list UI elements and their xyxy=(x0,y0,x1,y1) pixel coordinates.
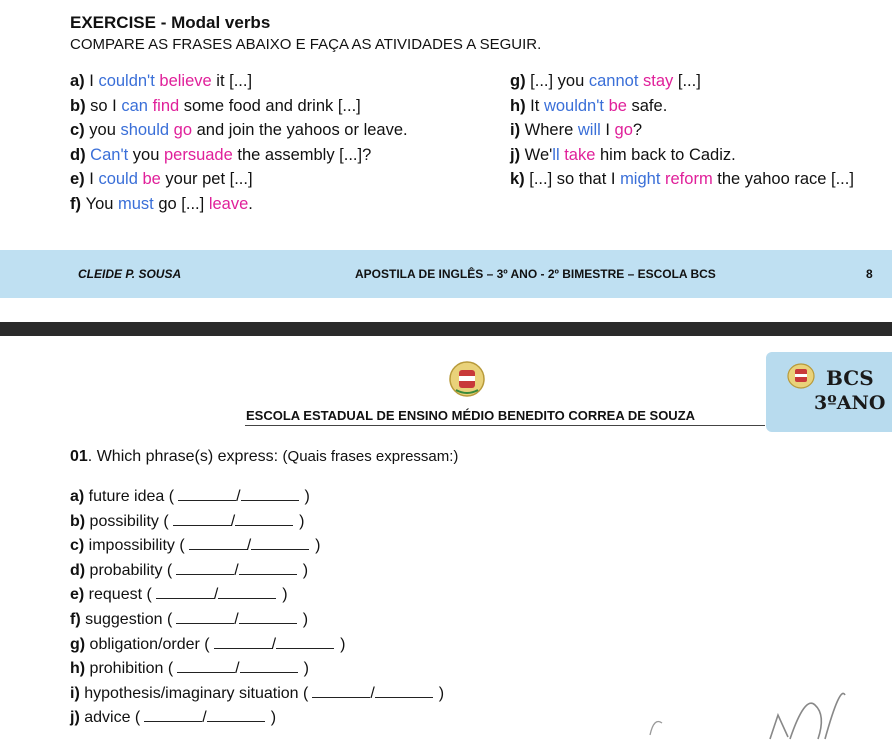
right-sentence xyxy=(510,97,667,116)
left-sentence xyxy=(70,146,371,165)
modal-verb: couldn't xyxy=(98,72,155,90)
school-badge xyxy=(766,352,892,432)
item-label: prohibition ( xyxy=(89,660,174,678)
right-sentence xyxy=(510,121,642,140)
modal-verb: will xyxy=(577,121,601,140)
answer-blank[interactable] xyxy=(312,685,370,698)
blank-separator: / xyxy=(246,537,252,555)
modal-verb: might xyxy=(620,170,661,189)
answer-blank[interactable] xyxy=(251,537,309,550)
answer-blank[interactable] xyxy=(178,488,236,501)
item-label: probability ( xyxy=(89,561,173,579)
answer-blank[interactable] xyxy=(176,562,234,575)
item-label: request ( xyxy=(88,586,152,604)
sentence-text: You xyxy=(85,195,119,213)
answer-blank[interactable] xyxy=(176,611,234,624)
blank-separator: / xyxy=(234,611,239,628)
school-name: ESCOLA ESTADUAL DE ENSINO MÉDIO BENEDITO CORREA DE SOUZA xyxy=(246,408,696,423)
school-crest-icon xyxy=(448,360,486,398)
badge-crest-icon xyxy=(786,362,816,390)
item-letter: c) xyxy=(70,537,89,555)
answer-blank[interactable] xyxy=(177,660,235,673)
closing-paren: ) xyxy=(282,586,288,604)
blank-separator: / xyxy=(271,635,277,653)
answer-blank[interactable] xyxy=(241,488,299,501)
handwriting-scribble xyxy=(640,675,850,740)
sentence-text: . xyxy=(248,195,253,213)
modal-verb: must xyxy=(118,195,154,213)
main-verb: leave xyxy=(208,195,249,213)
sentence-text: you xyxy=(89,121,121,140)
sentence-text: [...] so that I xyxy=(529,170,621,189)
footer-band xyxy=(0,250,892,298)
item-label: suggestion ( xyxy=(85,611,173,628)
sentence-text: ? xyxy=(632,121,643,140)
sentence-text: and join the yahoos or leave. xyxy=(192,121,408,140)
answer-blank[interactable] xyxy=(144,709,202,722)
closing-paren: ) xyxy=(438,684,445,702)
sentence-text: some food and drink [...] xyxy=(179,96,361,115)
footer-author: CLEIDE P. SOUSA xyxy=(78,267,182,281)
blank-separator: / xyxy=(370,684,375,702)
question-01 xyxy=(70,448,458,466)
main-verb: believe xyxy=(159,72,212,90)
question-text: . Which phrase(s) express: xyxy=(87,448,283,465)
answer-item xyxy=(70,636,345,654)
sentence-text: I xyxy=(89,170,99,189)
blank-separator: / xyxy=(235,660,240,678)
sentence-text: the yahoo race [...] xyxy=(712,170,854,189)
main-verb: be xyxy=(608,96,627,115)
answer-blank[interactable] xyxy=(173,513,231,526)
main-verb: go xyxy=(173,121,193,140)
modal-verb: ll xyxy=(552,145,560,164)
sentence-text: I xyxy=(89,72,99,90)
sentence-letter: c) xyxy=(70,121,90,140)
sentence-text: I xyxy=(600,121,615,140)
answer-item xyxy=(70,660,309,678)
question-number: 01 xyxy=(70,448,88,465)
sentence-letter: e) xyxy=(70,170,90,189)
sentence-text: It xyxy=(530,96,544,115)
closing-paren: ) xyxy=(303,660,309,678)
sentence-letter: k) xyxy=(510,170,530,189)
badge-grade: 3ºANO xyxy=(814,392,886,414)
item-letter: g) xyxy=(70,635,90,653)
sentence-letter: i) xyxy=(510,121,525,140)
answer-item xyxy=(70,537,320,555)
sentence-letter: j) xyxy=(510,145,525,164)
modal-verb: wouldn't xyxy=(543,96,604,115)
item-label: future idea ( xyxy=(88,488,175,505)
blank-separator: / xyxy=(234,561,239,579)
sentence-letter: f) xyxy=(70,195,86,213)
sentence-text: your pet [...] xyxy=(160,170,253,189)
answer-blank[interactable] xyxy=(218,586,276,599)
modal-verb: could xyxy=(98,170,138,189)
item-letter: d) xyxy=(70,561,90,579)
left-sentence xyxy=(70,97,361,116)
right-sentence xyxy=(510,72,701,91)
modal-verb: can xyxy=(121,96,148,115)
blank-separator: / xyxy=(213,586,219,604)
sentence-text: go [...] xyxy=(153,195,209,213)
main-verb: find xyxy=(152,96,180,115)
answer-blank[interactable] xyxy=(240,660,298,673)
item-label: obligation/order ( xyxy=(89,635,210,653)
closing-paren: ) xyxy=(302,611,309,628)
answer-blank[interactable] xyxy=(156,586,214,599)
closing-paren: ) xyxy=(302,561,309,579)
item-letter: f) xyxy=(70,611,86,628)
main-verb: reform xyxy=(665,170,713,189)
answer-blank[interactable] xyxy=(239,611,297,624)
modal-verb: cannot xyxy=(588,72,639,90)
sentence-text: him back to Cadiz. xyxy=(595,145,736,164)
answer-item xyxy=(70,488,310,506)
answer-item xyxy=(70,709,276,727)
blank-separator: / xyxy=(202,709,207,727)
closing-paren: ) xyxy=(299,512,305,530)
answer-blank[interactable] xyxy=(375,685,433,698)
item-letter: a) xyxy=(70,488,89,505)
sentence-letter: b) xyxy=(70,96,91,115)
modal-verb: Can't xyxy=(90,145,129,164)
item-letter: i) xyxy=(70,684,85,702)
answer-blank[interactable] xyxy=(276,636,334,649)
item-label: impossibility ( xyxy=(88,537,185,555)
blank-separator: / xyxy=(230,512,236,530)
sentence-text: Where xyxy=(524,121,578,140)
footer-page-number: 8 xyxy=(866,267,873,281)
answer-blank[interactable] xyxy=(239,562,297,575)
answer-item xyxy=(70,562,308,580)
page-separator xyxy=(0,322,892,336)
closing-paren: ) xyxy=(315,537,321,555)
item-letter: h) xyxy=(70,660,90,678)
right-sentence xyxy=(510,146,736,165)
left-sentence xyxy=(70,121,408,140)
page-title: EXERCISE - Modal verbs xyxy=(70,13,271,32)
question-translation: (Quais frases expressam:) xyxy=(282,448,459,465)
main-verb: take xyxy=(564,145,596,164)
closing-paren: ) xyxy=(270,709,277,727)
main-verb: persuade xyxy=(163,145,233,164)
sentence-text: so I xyxy=(90,96,122,115)
left-sentence xyxy=(70,195,253,214)
item-letter: e) xyxy=(70,586,89,604)
sentence-letter: d) xyxy=(70,145,91,164)
answer-item xyxy=(70,513,304,531)
answer-item xyxy=(70,611,308,629)
main-verb: be xyxy=(142,170,161,189)
blank-separator: / xyxy=(236,488,241,505)
item-letter: j) xyxy=(70,709,85,727)
item-label: hypothesis/imaginary situation ( xyxy=(84,684,309,702)
left-sentence xyxy=(70,170,253,189)
right-sentence xyxy=(510,170,854,189)
item-letter: b) xyxy=(70,512,90,530)
answer-blank[interactable] xyxy=(189,537,247,550)
answer-item xyxy=(70,586,288,604)
sentence-text: safe. xyxy=(626,96,668,115)
footer-title: APOSTILA DE INGLÊS – 3º ANO - 2º BIMESTRE – ESCOLA BCS xyxy=(355,267,716,281)
sentence-text: [...] xyxy=(673,72,701,90)
main-verb: stay xyxy=(643,72,674,90)
answer-blank[interactable] xyxy=(207,709,265,722)
item-label: advice ( xyxy=(84,709,141,727)
badge-title: BCS xyxy=(826,366,874,390)
sentence-text: We' xyxy=(524,145,553,164)
answer-blank[interactable] xyxy=(235,513,293,526)
modal-verb: should xyxy=(120,121,170,140)
item-label: possibility ( xyxy=(89,512,169,530)
answer-blank[interactable] xyxy=(214,636,272,649)
sentence-letter: g) xyxy=(510,72,531,90)
sentence-text: you xyxy=(128,145,164,164)
main-verb: go xyxy=(614,121,633,140)
left-sentence xyxy=(70,72,252,91)
sentence-letter: h) xyxy=(510,96,531,115)
sentence-text: it [...] xyxy=(211,72,253,90)
instructions: COMPARE AS FRASES ABAIXO E FAÇA AS ATIVIDADES A SEGUIR. xyxy=(70,36,542,53)
sentence-letter: a) xyxy=(70,72,90,90)
sentence-text: the assembly [...]? xyxy=(232,145,372,164)
closing-paren: ) xyxy=(304,488,310,505)
sentence-text: [...] you xyxy=(530,72,589,90)
school-name-underline xyxy=(245,425,765,426)
closing-paren: ) xyxy=(340,635,346,653)
answer-item xyxy=(70,685,444,703)
